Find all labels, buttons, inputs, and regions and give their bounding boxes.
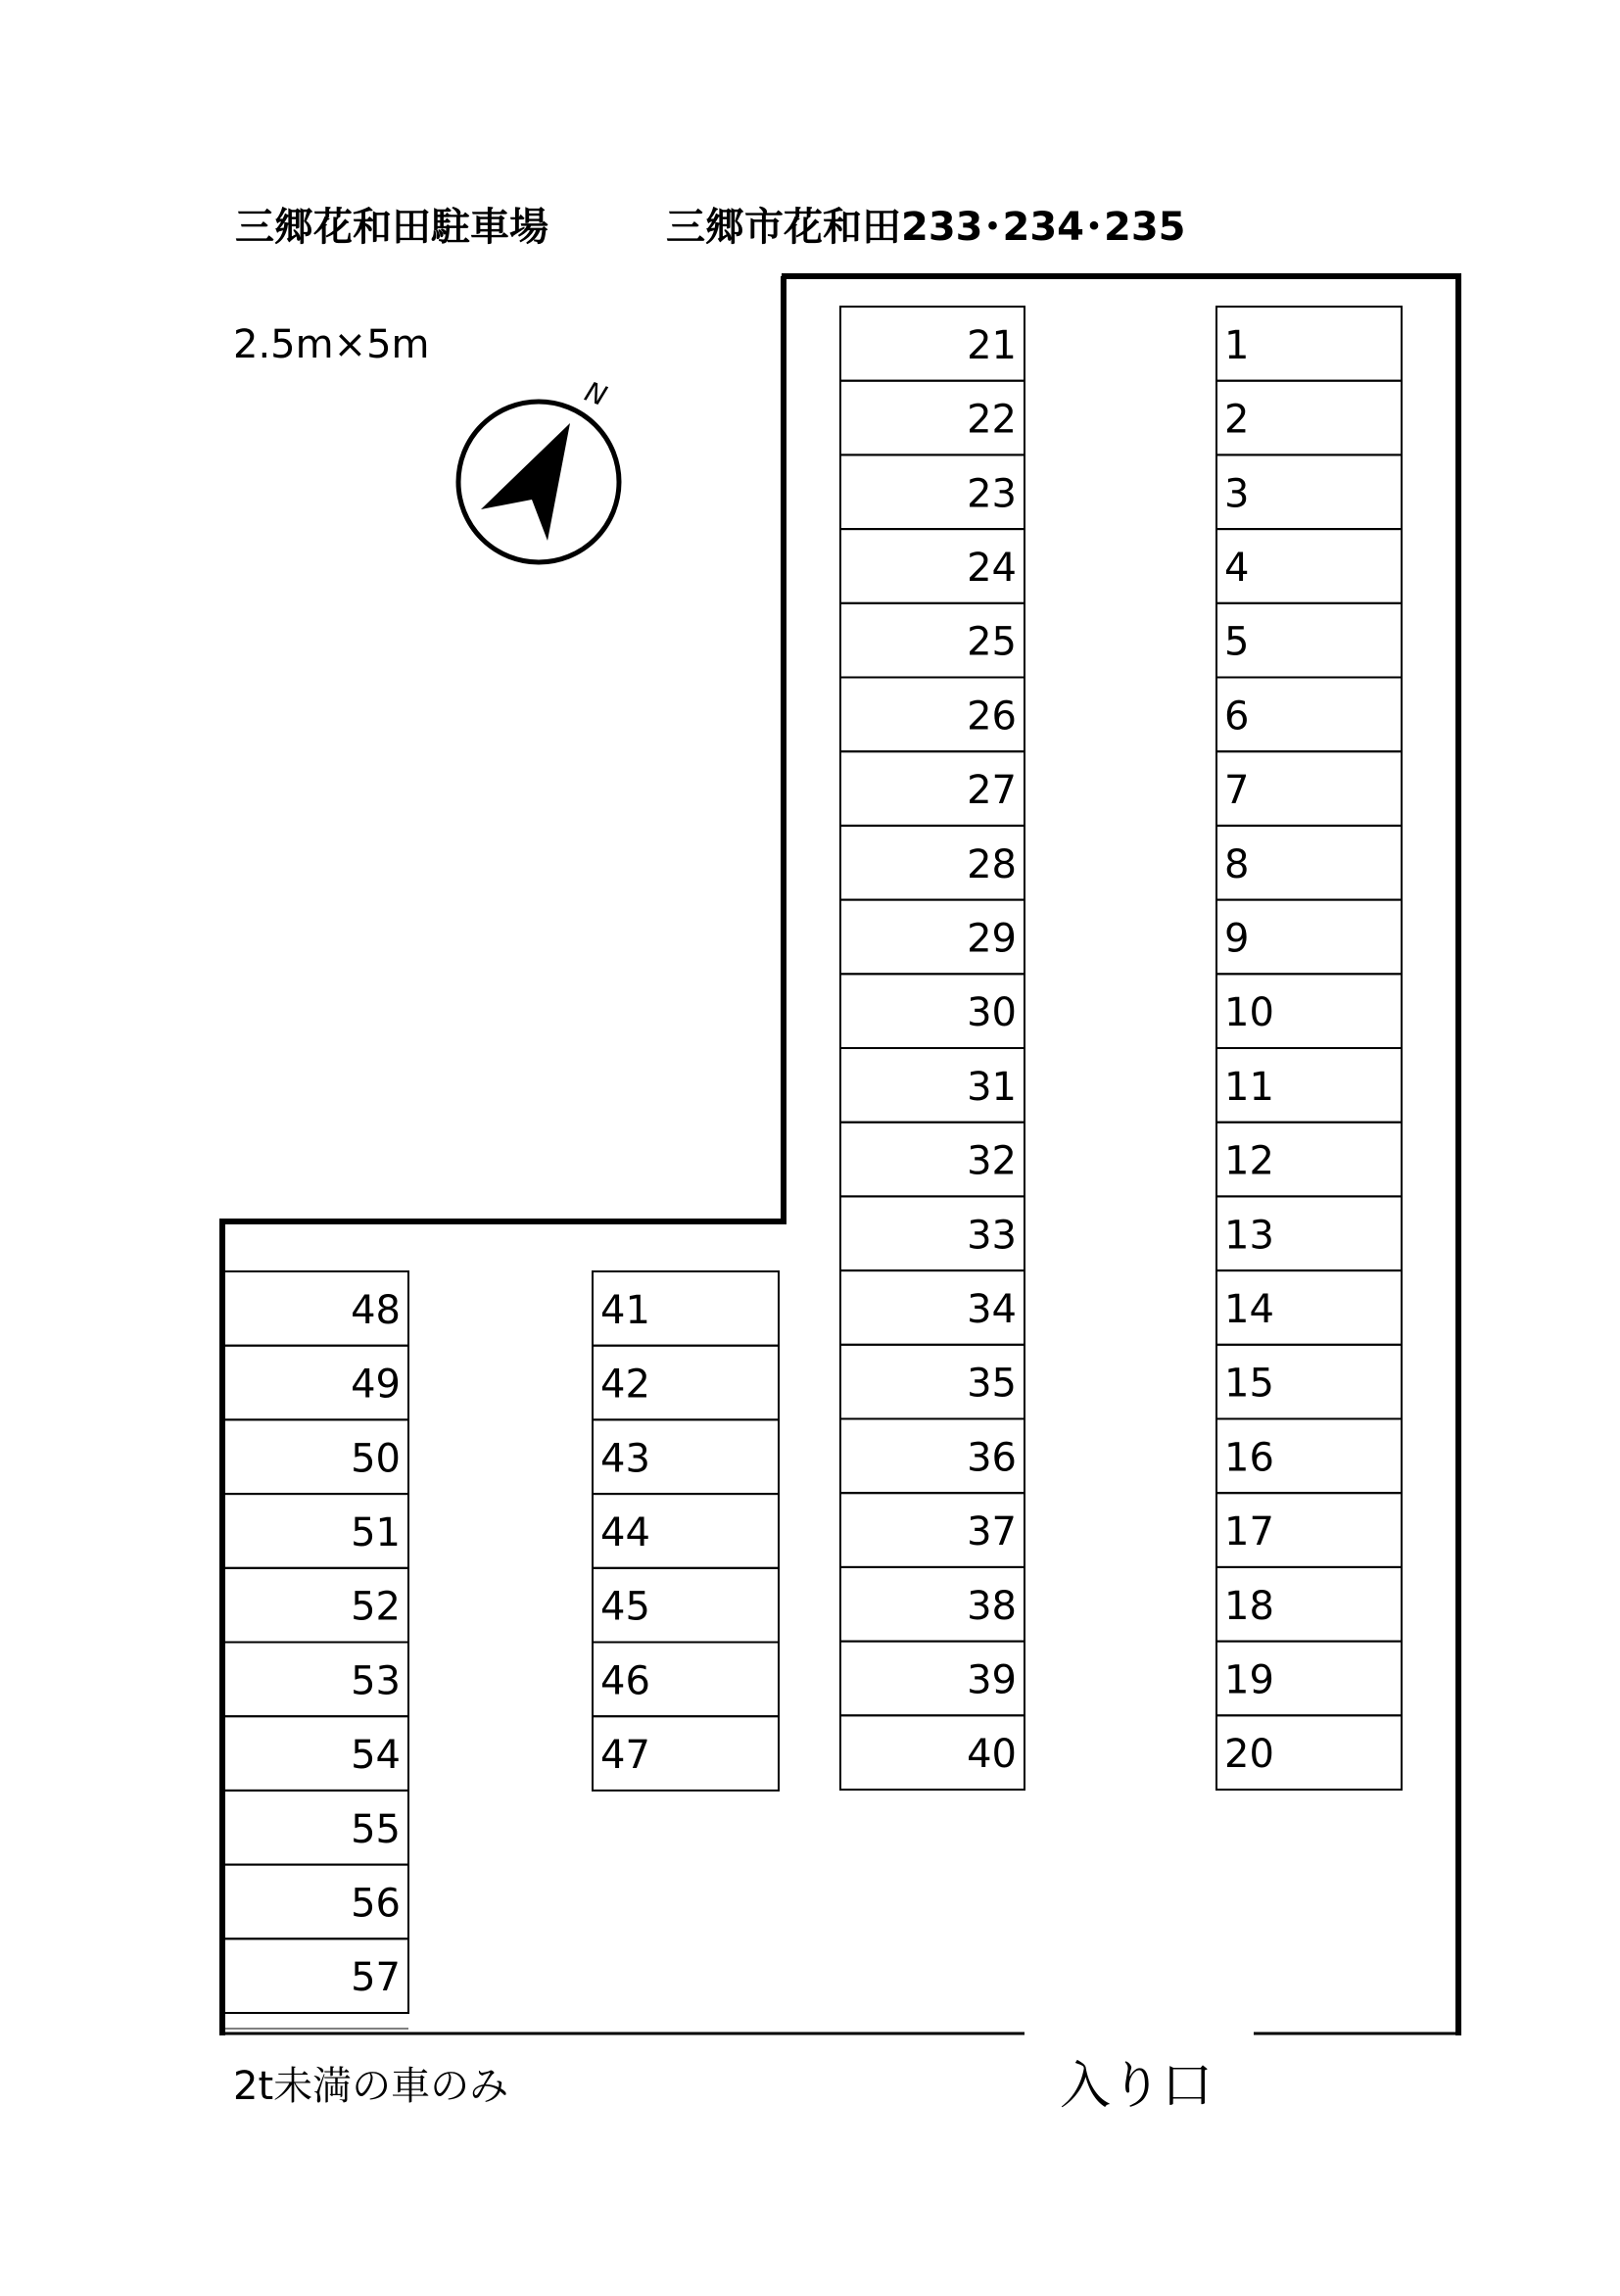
space-number: 47: [600, 1733, 650, 1779]
space-number: 14: [1224, 1286, 1274, 1332]
space-number: 24: [967, 545, 1017, 591]
space-number: 51: [351, 1509, 401, 1555]
space-number: 22: [967, 397, 1017, 443]
compass-needle: [481, 423, 570, 541]
space-number: 44: [600, 1509, 650, 1555]
space-number: 18: [1224, 1583, 1274, 1629]
lot-name: 三郷花和田駐車場: [235, 205, 548, 250]
space-number: 55: [351, 1806, 401, 1852]
space-number: 54: [351, 1733, 401, 1779]
space-size: 2.5m×5m: [233, 322, 430, 367]
space-number: 19: [1224, 1657, 1274, 1703]
space-number: 16: [1224, 1435, 1274, 1481]
space-number: 43: [600, 1436, 650, 1482]
space-number: 53: [351, 1658, 401, 1704]
space-number: 9: [1224, 916, 1250, 962]
space-number: 34: [967, 1286, 1017, 1332]
space-number: 49: [351, 1362, 401, 1408]
space-number: 45: [600, 1584, 650, 1630]
space-number: 1: [1224, 322, 1250, 368]
space-number: 48: [351, 1287, 401, 1333]
space-number: 25: [967, 619, 1017, 665]
space-number: 28: [967, 841, 1017, 887]
parking-spaces: [224, 307, 1402, 2029]
space-number: 31: [967, 1064, 1017, 1110]
space-number: 37: [967, 1509, 1017, 1555]
space-number: 57: [351, 1955, 401, 2001]
space-number: 33: [967, 1213, 1017, 1259]
space-number: 13: [1224, 1213, 1274, 1259]
space-number: 17: [1224, 1509, 1274, 1555]
entrance-label: 入り口: [1060, 2057, 1214, 2116]
space-number: 56: [351, 1881, 401, 1927]
space-number: 30: [967, 990, 1017, 1036]
space-number: 11: [1224, 1064, 1274, 1110]
column-c: [840, 307, 1024, 1790]
space-number: 27: [967, 768, 1017, 814]
space-number: 50: [351, 1436, 401, 1482]
space-number: 20: [1224, 1732, 1274, 1778]
space-number: 21: [967, 322, 1017, 368]
space-number: 2: [1224, 397, 1250, 443]
space-number: 52: [351, 1584, 401, 1630]
space-number: 42: [600, 1362, 650, 1408]
space-number: 6: [1224, 694, 1250, 740]
compass-n-label: N: [580, 375, 611, 413]
space-number: 5: [1224, 619, 1250, 665]
space-number: 3: [1224, 471, 1250, 517]
space-number: 41: [600, 1287, 650, 1333]
space-number: 46: [600, 1658, 650, 1704]
space-number: 15: [1224, 1361, 1274, 1407]
space-number: 8: [1224, 841, 1250, 887]
space-number: 36: [967, 1435, 1017, 1481]
column-b: [593, 1271, 779, 1791]
lot-address: 三郷市花和田233･234･235: [666, 205, 1186, 250]
space-number: 38: [967, 1583, 1017, 1629]
space-number: 32: [967, 1138, 1017, 1184]
space-number: 7: [1224, 768, 1250, 814]
space-number: 39: [967, 1657, 1017, 1703]
space-number: 23: [967, 471, 1017, 517]
space-number: 12: [1224, 1138, 1274, 1184]
space-number: 29: [967, 916, 1017, 962]
space-number: 26: [967, 694, 1017, 740]
space-number: 35: [967, 1361, 1017, 1407]
space-number: 40: [967, 1732, 1017, 1778]
space-number: 10: [1224, 990, 1274, 1036]
vehicle-restriction: 2t未満の車のみ: [233, 2064, 509, 2109]
column-d: [1216, 307, 1402, 1790]
north-arrow-icon: [458, 375, 619, 562]
column-a: [224, 1271, 408, 2029]
space-number: 4: [1224, 545, 1250, 591]
